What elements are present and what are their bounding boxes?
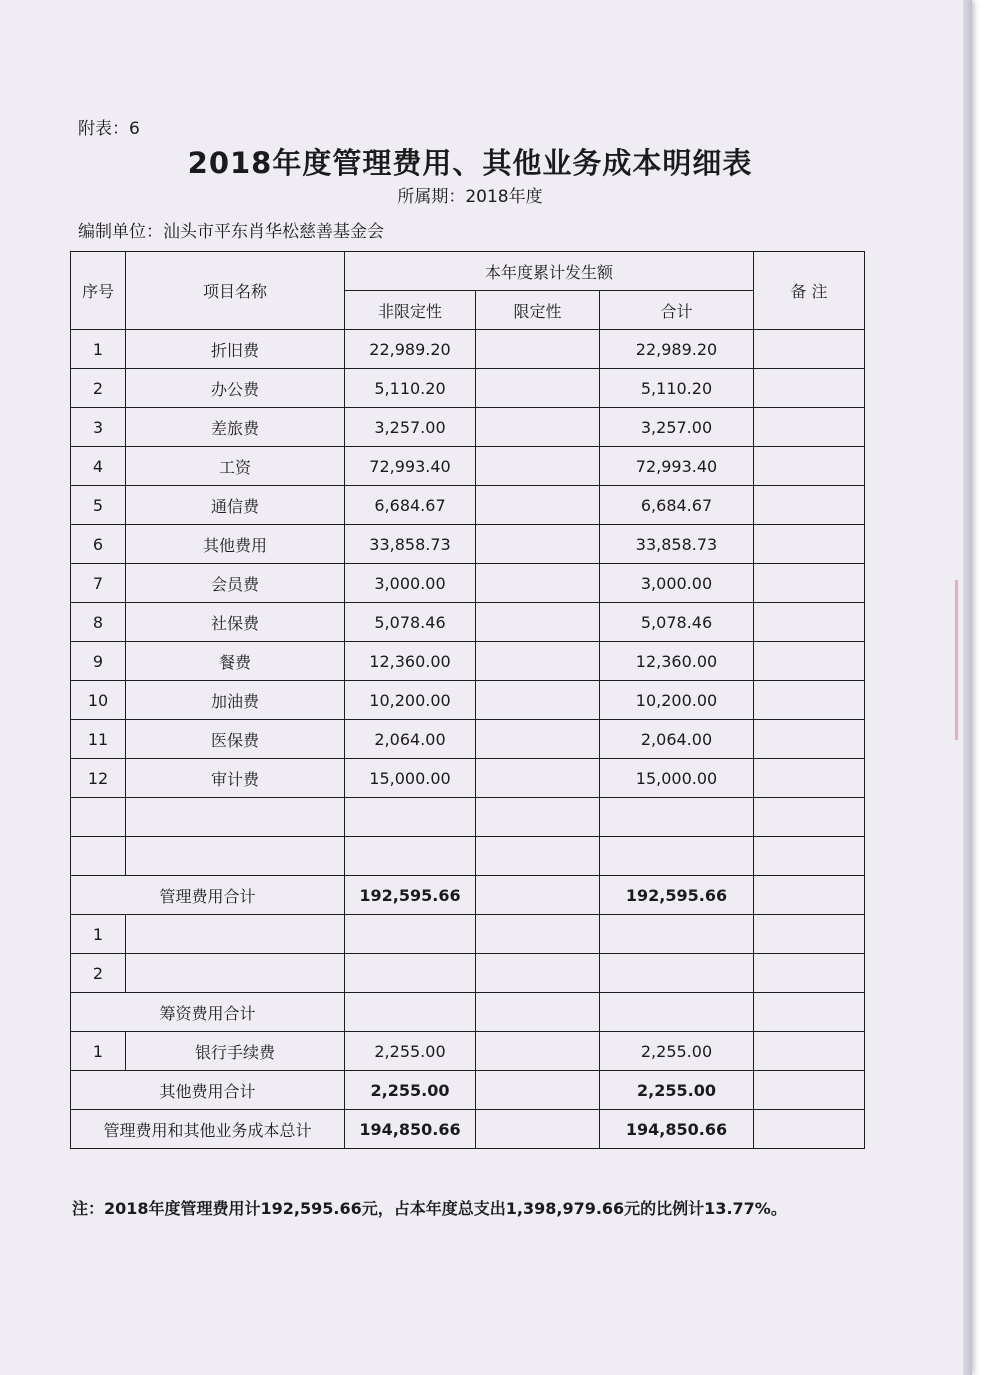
- seq-cell: 4: [71, 447, 126, 486]
- seq-cell: 6: [71, 525, 126, 564]
- total-cell: [600, 915, 754, 954]
- seq-cell: 12: [71, 759, 126, 798]
- remark-cell: [754, 798, 865, 837]
- total-cell: 3,000.00: [600, 564, 754, 603]
- unrestricted-cell: 15,000.00: [345, 759, 476, 798]
- expense-table: [70, 251, 865, 1149]
- item-name-cell: 银行手续费: [126, 1032, 345, 1071]
- grand-total-row: [71, 1110, 865, 1149]
- restricted-cell: [476, 954, 600, 993]
- table-row: [71, 447, 865, 486]
- total-cell: [600, 954, 754, 993]
- item-name-cell: 通信费: [126, 486, 345, 525]
- table-row: [71, 681, 865, 720]
- fund-total-label: 筹资费用合计: [71, 993, 345, 1032]
- seq-cell: 7: [71, 564, 126, 603]
- mgmt-total-row: [71, 876, 865, 915]
- remark-cell: [754, 603, 865, 642]
- unrestricted-cell: [345, 837, 476, 876]
- table-row: [71, 642, 865, 681]
- seq-cell: 5: [71, 486, 126, 525]
- header-row: [71, 252, 865, 291]
- total-cell: 6,684.67: [600, 486, 754, 525]
- item-name-cell: [126, 954, 345, 993]
- amount-group-header: 本年度累计发生额: [345, 252, 754, 291]
- remark-cell: [754, 330, 865, 369]
- remark-cell: [754, 525, 865, 564]
- remark-cell: [754, 837, 865, 876]
- item-name-cell: 工资: [126, 447, 345, 486]
- remark-cell: [754, 720, 865, 759]
- item-name-cell: [126, 798, 345, 837]
- unrestricted-header: 非限定性: [345, 291, 476, 330]
- table-row: [71, 603, 865, 642]
- restricted-cell: [476, 330, 600, 369]
- restricted-cell: [476, 408, 600, 447]
- table-row: [71, 408, 865, 447]
- remark-cell: [754, 564, 865, 603]
- fund-total-unrestricted: [345, 993, 476, 1032]
- item-name-cell: 差旅费: [126, 408, 345, 447]
- table-row: [71, 759, 865, 798]
- mgmt-total-label: 管理费用合计: [71, 876, 345, 915]
- total-cell: 33,858.73: [600, 525, 754, 564]
- other-total-label: 其他费用合计: [71, 1071, 345, 1110]
- total-cell: 12,360.00: [600, 642, 754, 681]
- restricted-cell: [476, 486, 600, 525]
- other-total-remark: [754, 1071, 865, 1110]
- restricted-cell: [476, 915, 600, 954]
- table-row: [71, 564, 865, 603]
- total-cell: [600, 798, 754, 837]
- remark-cell: [754, 408, 865, 447]
- grand-total-restricted: [476, 1110, 600, 1149]
- item-name-cell: 医保费: [126, 720, 345, 759]
- table-row: [71, 369, 865, 408]
- restricted-cell: [476, 603, 600, 642]
- restricted-cell: [476, 642, 600, 681]
- item-name-cell: 审计费: [126, 759, 345, 798]
- other-total-restricted: [476, 1071, 600, 1110]
- fund-total-remark: [754, 993, 865, 1032]
- grand-total-remark: [754, 1110, 865, 1149]
- unrestricted-cell: 12,360.00: [345, 642, 476, 681]
- remark-cell: [754, 369, 865, 408]
- fund-total-total: [600, 993, 754, 1032]
- unrestricted-cell: 22,989.20: [345, 330, 476, 369]
- total-cell: [600, 837, 754, 876]
- table-row: [71, 486, 865, 525]
- restricted-cell: [476, 720, 600, 759]
- remark-cell: [754, 954, 865, 993]
- restricted-cell: [476, 525, 600, 564]
- remark-cell: [754, 759, 865, 798]
- item-name-cell: 会员费: [126, 564, 345, 603]
- footnote: 注：2018年度管理费用计192,595.66元，占本年度总支出1,398,979.66元的比例计13.77%。: [72, 1199, 787, 1218]
- page-title: 2018年度管理费用、其他业务成本明细表: [187, 146, 753, 180]
- mgmt-total-restricted: [476, 876, 600, 915]
- remark-header: 备 注: [754, 252, 865, 330]
- seq-cell: 2: [71, 369, 126, 408]
- seq-cell: 1: [71, 915, 126, 954]
- restricted-cell: [476, 564, 600, 603]
- fund-total-row: [71, 993, 865, 1032]
- remark-cell: [754, 681, 865, 720]
- seq-cell: 9: [71, 642, 126, 681]
- total-cell: 5,110.20: [600, 369, 754, 408]
- table-row: [71, 915, 865, 954]
- unrestricted-cell: 3,000.00: [345, 564, 476, 603]
- unrestricted-cell: [345, 915, 476, 954]
- grand-total-unrestricted: 194,850.66: [345, 1110, 476, 1149]
- seq-cell: 2: [71, 954, 126, 993]
- unrestricted-cell: 2,255.00: [345, 1032, 476, 1071]
- restricted-cell: [476, 798, 600, 837]
- remark-cell: [754, 447, 865, 486]
- table-row: [71, 330, 865, 369]
- table-row: [71, 720, 865, 759]
- total-cell: 15,000.00: [600, 759, 754, 798]
- table-row: [71, 954, 865, 993]
- other-total-row: [71, 1071, 865, 1110]
- unrestricted-cell: 6,684.67: [345, 486, 476, 525]
- unrestricted-cell: [345, 954, 476, 993]
- unrestricted-cell: 10,200.00: [345, 681, 476, 720]
- remark-cell: [754, 486, 865, 525]
- annex-label: 附表：6: [78, 119, 140, 139]
- total-cell: 3,257.00: [600, 408, 754, 447]
- seq-header: 序号: [71, 252, 126, 330]
- table-row: [71, 1032, 865, 1071]
- seal-stamp-fragment: [955, 580, 972, 740]
- seq-cell: [71, 798, 126, 837]
- seq-cell: 11: [71, 720, 126, 759]
- name-header: 项目名称: [126, 252, 345, 330]
- mgmt-total-remark: [754, 876, 865, 915]
- table-row: [71, 525, 865, 564]
- total-cell: 2,064.00: [600, 720, 754, 759]
- empty-row: [71, 837, 865, 876]
- total-cell: 72,993.40: [600, 447, 754, 486]
- restricted-cell: [476, 1032, 600, 1071]
- remark-cell: [754, 1032, 865, 1071]
- grand-total-label: 管理费用和其他业务成本总计: [71, 1110, 345, 1149]
- item-name-cell: 办公费: [126, 369, 345, 408]
- remark-cell: [754, 642, 865, 681]
- restricted-cell: [476, 759, 600, 798]
- fund-total-restricted: [476, 993, 600, 1032]
- restricted-cell: [476, 681, 600, 720]
- restricted-cell: [476, 369, 600, 408]
- total-cell: 10,200.00: [600, 681, 754, 720]
- mgmt-total-unrestricted: 192,595.66: [345, 876, 476, 915]
- item-name-cell: 其他费用: [126, 525, 345, 564]
- seq-cell: [71, 837, 126, 876]
- total-cell: 22,989.20: [600, 330, 754, 369]
- item-name-cell: [126, 915, 345, 954]
- seq-cell: 1: [71, 330, 126, 369]
- unrestricted-cell: 5,110.20: [345, 369, 476, 408]
- item-name-cell: 加油费: [126, 681, 345, 720]
- organization-label: 编制单位：汕头市平东肖华松慈善基金会: [78, 222, 384, 242]
- unrestricted-cell: [345, 798, 476, 837]
- item-name-cell: 餐费: [126, 642, 345, 681]
- other-total-unrestricted: 2,255.00: [345, 1071, 476, 1110]
- restricted-cell: [476, 837, 600, 876]
- item-name-cell: [126, 837, 345, 876]
- period-label: 所属期：2018年度: [397, 187, 543, 207]
- mgmt-total-total: 192,595.66: [600, 876, 754, 915]
- unrestricted-cell: 2,064.00: [345, 720, 476, 759]
- unrestricted-cell: 3,257.00: [345, 408, 476, 447]
- seq-cell: 3: [71, 408, 126, 447]
- seq-cell: 1: [71, 1032, 126, 1071]
- remark-cell: [754, 915, 865, 954]
- item-name-cell: 折旧费: [126, 330, 345, 369]
- empty-row: [71, 798, 865, 837]
- unrestricted-cell: 33,858.73: [345, 525, 476, 564]
- other-total-total: 2,255.00: [600, 1071, 754, 1110]
- seq-cell: 10: [71, 681, 126, 720]
- grand-total-total: 194,850.66: [600, 1110, 754, 1149]
- unrestricted-cell: 72,993.40: [345, 447, 476, 486]
- total-header: 合计: [600, 291, 754, 330]
- total-cell: 5,078.46: [600, 603, 754, 642]
- unrestricted-cell: 5,078.46: [345, 603, 476, 642]
- total-cell: 2,255.00: [600, 1032, 754, 1071]
- restricted-header: 限定性: [476, 291, 600, 330]
- restricted-cell: [476, 447, 600, 486]
- item-name-cell: 社保费: [126, 603, 345, 642]
- seq-cell: 8: [71, 603, 126, 642]
